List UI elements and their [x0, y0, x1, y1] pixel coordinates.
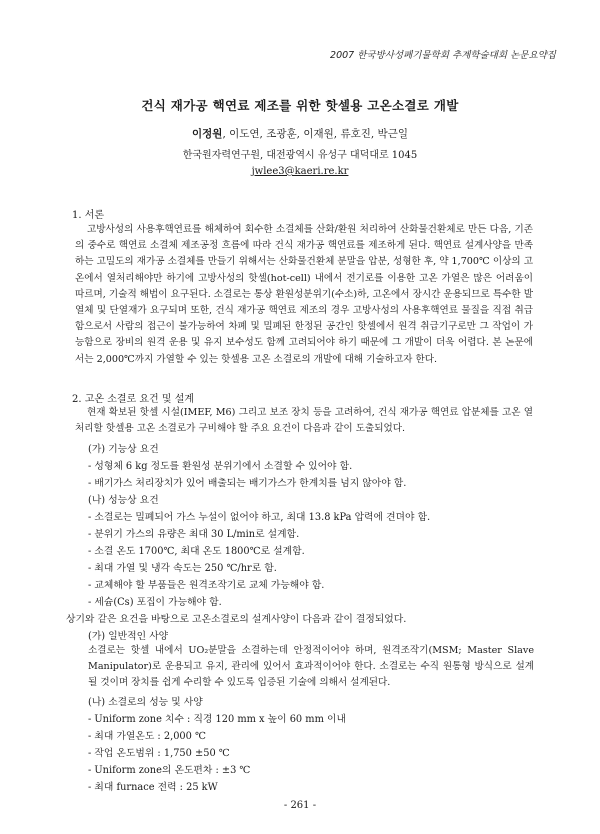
list-item: - 소결로는 밀폐되어 가스 누설이 없어야 하고, 최대 13.8 kPa 압력에 견뎌야 함. — [88, 512, 431, 523]
co-authors: , 이도연, 조광훈, 이재원, 류호진, 박근일 — [222, 128, 408, 140]
paragraph-text: 현재 확보된 핫셀 시설(IMEF, M6) 그리고 보조 장치 등을 고려하여, 건식 재가공 핵연료 압분체를 고온 열처리할 핫셀용 고온 소결로가 구비해야 할 주요 요건이 다음과 같이 도출되었다. — [75, 407, 533, 435]
list-item: - 최대 furnace 전력 : 25 kW — [88, 782, 218, 793]
section-introduction-paragraph — [75, 222, 533, 368]
list-item: - 최대 가열온도 : 2,000 ℃ — [88, 731, 206, 742]
furnace-spec-heading: (나) 소결로의 성능 및 사양 — [88, 697, 203, 708]
page-number: - 261 - — [283, 800, 317, 811]
paragraph-text: 소결로는 핫셀 내에서 UO₂분말을 소결하는데 안정적이어야 하며, 원격조작기(MSM; Master Slave Manipulator)로 운용되고 유지, 관리에 있어서 효과적이어야 한다. 소결로는 수직 원통형 방식으로 설계될 것이며 장치를 쉽게 수리할 수 있도록 입증된 기술에 의해서 설계된다. — [88, 645, 534, 689]
general-spec-heading: (가) 일반적인 사양 — [88, 631, 169, 642]
list-item: - 교체해야 할 부품들은 원격조작기로 교체 가능해야 함. — [88, 580, 325, 591]
author-email[interactable]: jwlee3@kaeri.re.kr — [251, 166, 349, 177]
author-list — [0, 126, 600, 141]
list-item: - 작업 온도범위 : 1,750 ±50 ℃ — [88, 748, 230, 759]
list-item: - 최대 가열 및 냉각 속도는 250 ℃/hr로 함. — [88, 563, 277, 574]
list-item: - 배기가스 처리장치가 있어 배출되는 배기가스가 한계치를 넘지 않아야 함. — [88, 478, 407, 489]
list-item: - 세슘(Cs) 포집이 가능해야 함. — [88, 597, 222, 608]
list-item: - Uniform zone 치수 : 직경 120 mm x 높이 60 mm 이내 — [88, 714, 346, 725]
affiliation: 한국원자력연구원, 대전광역시 유성구 대덕대로 1045 — [182, 150, 418, 161]
first-author: 이정원 — [192, 128, 223, 140]
performance-requirements-heading: (나) 성능상 요건 — [88, 495, 159, 506]
paragraph-text: 고방사성의 사용후핵연료를 해체하여 회수한 소결체를 산화/환원 처리하여 산화물건환체로 만든 다음, 기존의 중수로 핵연료 소결체 제조공정 흐름에 따라 건식 재가공 핵연료를 제조하게 된다. 핵연료 설계사양을 만족하는 고밀도의 재가공 소결체를 만들기 위해서는 산화물건환체 분말을 압분, 성형한 후, 약 1,700℃ 이상의 고온에서 열처리해야만 하기에 고방사성의 핫셀(hot-cell) 내에서 전기로를 이용한 고온 가열은 많은 어려움이 따르며, 기술적 해법이 요구된다. 소결로는 통상 환원성분위기(수소)하, 고온에서 장시간 운용되므로 특수한 발열체 및 단열재가 요구되며 또한, 건식 재가공 핵연료 제조의 경우 고방사성의 사용후핵연료 물질을 직접 취급함으로서 사람의 접근이 불가능하여 차폐 및 밀폐된 한정된 공간인 핫셀에서 원격 취급기구로만 그 작업이 가능함으로 장비의 원격 운용 및 유지 보수성도 함께 고려되어야 하기 때문에 그 개발이 더욱 어렵다. 본 논문에서는 2,000℃까지 가열할 수 있는 핫셀용 고온 소결로의 개발에 대해 기술하고자 한다. — [75, 224, 533, 365]
list-item: - Uniform zone의 온도편차 : ±3 ℃ — [88, 765, 251, 776]
list-item: - 성형체 6 kg 정도를 환원성 분위기에서 소결할 수 있어야 함. — [88, 461, 353, 472]
running-header: 2007 한국방사성폐기물학회 추계학술대회 논문요약집 — [330, 50, 556, 61]
spec-intro: 상기와 같은 요건을 바탕으로 고온소결로의 설계사양이 다음과 같이 결정되었다. — [66, 614, 407, 625]
section-heading-requirements: 2. 고온 소결로 요건 및 설계 — [72, 394, 195, 405]
section-heading-introduction: 1. 서론 — [72, 210, 105, 221]
paper-title: 건식 재가공 핵연료 제조를 위한 핫셀용 고온소결로 개발 — [141, 98, 459, 113]
section-requirements-intro — [75, 405, 533, 437]
functional-requirements-heading: (가) 기능상 요건 — [88, 444, 159, 455]
list-item: - 소결 온도 1700℃, 최대 온도 1800℃로 설계함. — [88, 546, 305, 557]
list-item: - 분위기 가스의 유량은 최대 30 L/min로 설계함. — [88, 529, 300, 540]
general-spec-paragraph — [88, 643, 534, 692]
